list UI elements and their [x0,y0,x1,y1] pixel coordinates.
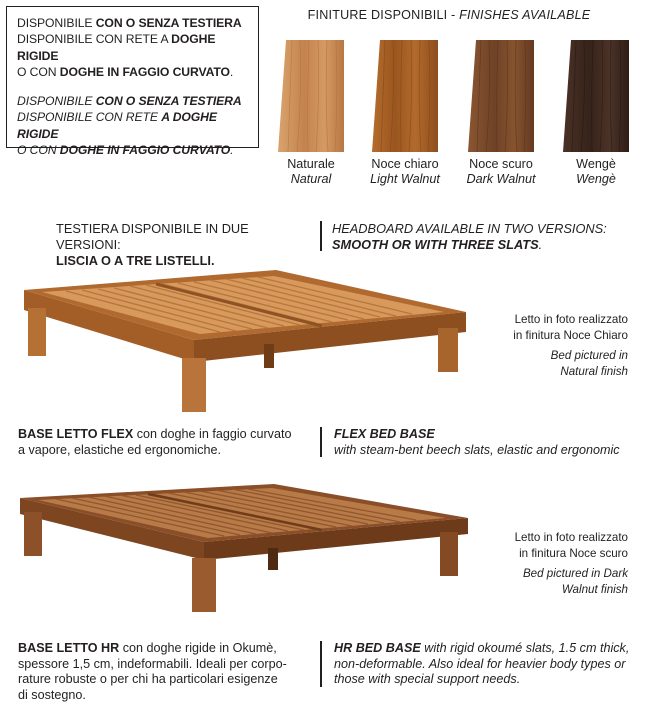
hr-title-en: HR BED BASE [334,641,421,655]
description-text-italic: non-deformable. Also ideal for heavier body types or [334,656,626,671]
info-text-bold: DOGHE RIGIDE [17,32,216,63]
headboard-text-italic: . [538,237,543,252]
info-text-italic-bold: DOGHE IN FAGGIO CURVATO [59,143,231,158]
finish-label-light-walnut [357,157,453,186]
info-text-italic-bold: A DOGHE RIGIDE [17,110,217,141]
headboard-text: TESTIERA DISPONIBILE IN DUE VERSIONI: [56,221,249,252]
hr-photo-caption [440,530,628,598]
divider [320,641,322,687]
swatch-wenge [563,40,629,152]
hr-title-it: BASE LETTO HR [18,641,120,655]
info-text: DISPONIBILE CON RETE A [17,32,172,47]
info-text-italic: O CON [17,143,60,158]
hr-description-it [18,641,318,703]
info-text: DISPONIBILE [17,16,96,30]
description-text: con doghe in faggio curvato [133,427,292,441]
flex-title-en: FLEX BED BASE [334,427,435,441]
finish-name-en: Light Walnut [370,171,440,186]
headboard-note-en [332,221,622,253]
flex-photo-caption [440,312,628,380]
availability-box [6,6,259,158]
finish-name-it: Noce scuro [469,157,533,171]
caption-text: in finitura Noce Chiaro [513,329,628,342]
finish-label-wenge [548,157,644,186]
hr-bed-image [16,478,472,614]
finish-name-it: Naturale [287,157,335,171]
finishes-title-it: FINITURE DISPONIBILI - [307,8,460,22]
description-text-italic: with rigid okoumé slats, 1.5 cm thick, [420,641,630,655]
info-text-italic: DISPONIBILE [17,94,96,109]
caption-text: Letto in foto realizzato [514,531,628,544]
description-text: spessore 1,5 cm, indeformabili. Ideali per corpo- [18,656,287,671]
headboard-text-italic-bold: SMOOTH OR WITH THREE SLATS [332,237,539,252]
finish-name-it: Noce chiaro [371,157,439,171]
caption-text: in finitura Noce scuro [519,547,628,560]
flex-bed-image [14,262,472,414]
divider [320,221,322,251]
caption-text-italic: Natural finish [560,365,628,378]
swatch-dark-walnut [468,40,534,152]
swatch-light-walnut [372,40,438,152]
info-text-italic: DISPONIBILE CON RETE [17,110,162,125]
caption-text-italic: Bed pictured in [550,349,628,362]
finish-name-en: Wengè [576,171,616,186]
info-text-bold: CON O SENZA TESTIERA [95,16,242,30]
info-text-italic: . [230,143,234,158]
flex-description-it [18,427,318,458]
info-text-italic-bold: CON O SENZA TESTIERA [95,94,242,109]
divider [320,427,322,457]
description-text: con doghe rigide in Okumè, [119,641,277,655]
finish-label-dark-walnut [453,157,549,186]
finish-name-en: Natural [290,171,332,186]
description-text: a vapore, elastiche ed ergonomiche. [18,442,222,457]
caption-text: Letto in foto realizzato [514,313,628,326]
headboard-text-italic: HEADBOARD AVAILABLE IN TWO VERSIONS: [332,221,607,236]
finish-name-it: Wengè [576,157,616,171]
caption-text-italic: Walnut finish [561,583,628,596]
finishes-title-en: FINISHES AVAILABLE [459,8,591,22]
hr-description-en [334,641,640,688]
description-text-italic: those with special support needs. [334,672,521,686]
info-text: O CON [17,64,60,79]
info-text: . [229,64,234,79]
flex-title-it: BASE LETTO FLEX [18,427,134,441]
swatch-natural [278,40,344,152]
headboard-text-bold: LISCIA O A TRE LISTELLI. [56,253,215,268]
description-text: di sostegno. [18,687,86,702]
finish-label-natural [263,157,359,186]
flex-description-en [334,427,634,458]
finish-name-en: Dark Walnut [466,171,536,186]
description-text: rature robuste o per chi ha particolari esigenze [18,672,278,686]
description-text-italic: with steam-bent beech slats, elastic and ergonomic [334,442,620,457]
caption-text-italic: Bed pictured in Dark [522,567,628,580]
info-text-bold: DOGHE IN FAGGIO CURVATO [59,64,230,79]
finishes-title [279,8,619,22]
